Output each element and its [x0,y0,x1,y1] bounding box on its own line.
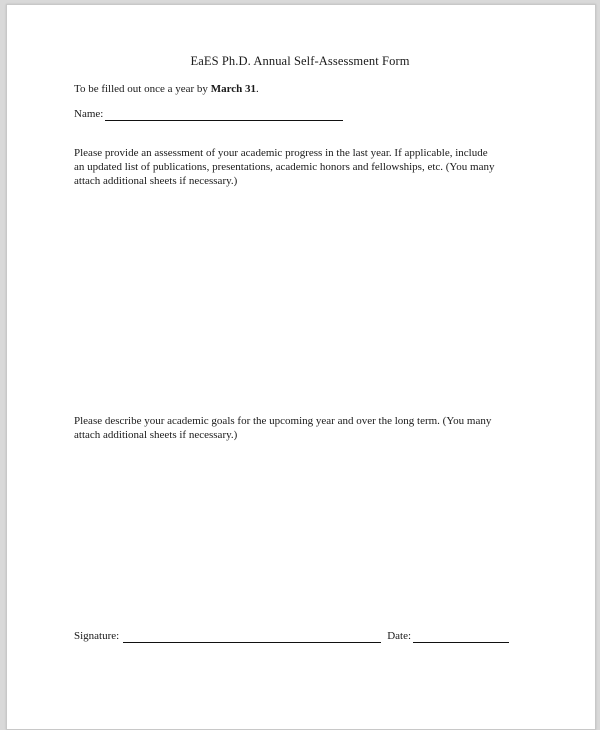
progress-prompt-line: attach additional sheets if necessary.) [74,175,238,187]
name-field-row [74,107,343,121]
deadline-suffix: . [256,83,259,95]
progress-prompt-line: an updated list of publications, presentations, academic honors and fellowships, etc. (You many [74,161,495,173]
signature-label: Signature: [74,630,120,642]
progress-prompt-line: Please provide an assessment of your academic progress in the last year. If applicable, include [74,147,488,159]
deadline-instruction [74,82,259,96]
deadline-prefix: To be filled out once a year by [74,83,211,95]
form-title: EaES Ph.D. Annual Self-Assessment Form [190,54,410,68]
name-blank-line[interactable] [105,108,343,121]
signature-date-row [74,629,509,643]
deadline-date: March 31 [210,83,257,95]
signature-blank-line[interactable] [123,630,381,643]
goals-prompt-line: attach additional sheets if necessary.) [74,429,238,441]
date-label: Date: [387,630,412,642]
progress-prompt [74,146,494,188]
date-blank-line[interactable] [413,630,509,643]
goals-prompt-line: Please describe your academic goals for the upcoming year and over the long term. (You many [74,415,492,427]
name-label: Name: [74,108,104,120]
goals-prompt [74,414,491,442]
